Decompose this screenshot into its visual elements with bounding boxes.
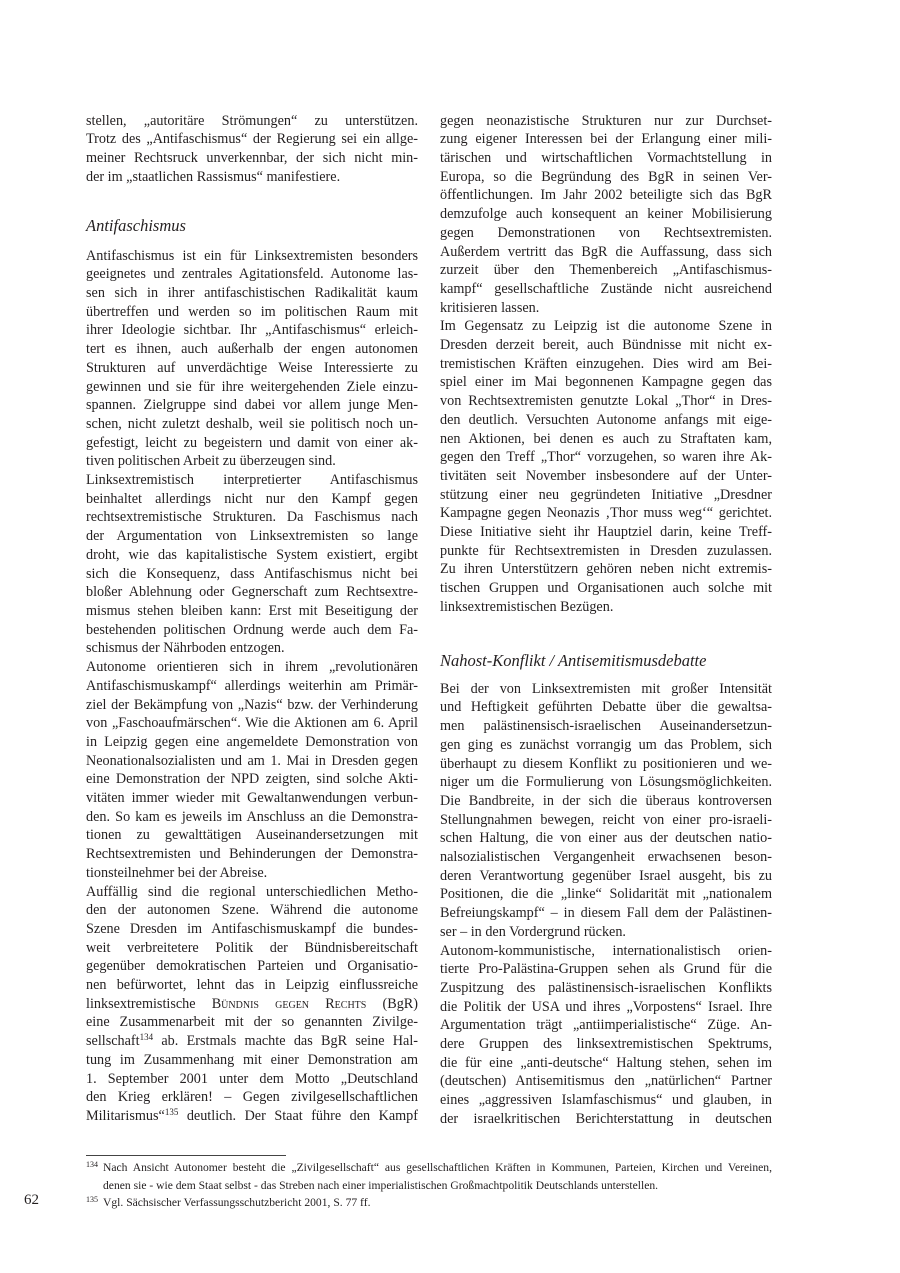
text-line: Linksextremistisch interpretierter Antifaschismus	[86, 472, 418, 489]
text-line: ihrer Ideologie sichtbar. Ihr „Antifaschismus“ erleich-	[86, 322, 418, 339]
left-column	[86, 112, 418, 1126]
footnote-separator	[86, 1155, 286, 1156]
text-line: niger um die Formulierung von Lösungsmöglichkeiten.	[440, 774, 772, 791]
text-line: spannen. Zielgruppe sind dabei vor allem junge Men-	[86, 397, 418, 414]
text-line: öffentlichungen. Im Jahr 2002 beteiligte sich das BgR	[440, 187, 772, 204]
text-line: ser – in den Vordergrund rücken.	[440, 923, 626, 940]
text-line: die für eine „anti-deutsche“ Haltung stehen, sehen im	[440, 1054, 772, 1071]
footnote-reference: 134	[139, 1032, 154, 1043]
text-line: dere Gruppen des linksextremistischen Spektrums,	[440, 1036, 772, 1053]
text-line: von „Faschoaufmärschen“. Wie die Aktionen am 6. April	[86, 715, 418, 732]
footnote-number: 134	[86, 1159, 98, 1169]
text-line: tionen zu gewalttätigen Auseinandersetzungen mit	[86, 827, 418, 844]
text-line: kritisieren lassen.	[440, 299, 540, 316]
text-line: gegen den Treff „Thor“ vorzugehen, so waren ihre Ak-	[440, 449, 772, 466]
text-line: gegenüber demokratischen Parteien und Organisatio-	[86, 958, 418, 975]
text-line: Dresden derzeit bereit, auch Bündnisse mit nicht ex-	[440, 337, 772, 354]
text-line: Szene Dresden im Antifaschismuskampf die bundes-	[86, 920, 418, 937]
paragraph	[86, 658, 418, 882]
page-number: 62	[24, 1192, 39, 1208]
text-line: der israelkritischen Berichterstattung in deutschen	[440, 1110, 772, 1127]
text-line: kampf“ gesellschaftliche Zustände nicht ausreichend	[440, 280, 772, 297]
text-line: nen Aktionen, bei denen es auch zu Straftaten kam,	[440, 430, 772, 447]
text-line: Befreiungskampf“ – in diesem Fall dem der Palästinen-	[440, 905, 772, 922]
text-line: Die Bandbreite, in der sich die überaus kontroversen	[440, 792, 772, 809]
text-line: rechtsextremistische Strukturen. Da Faschismus nach	[86, 509, 418, 526]
footnote-number: 135	[86, 1194, 98, 1204]
paragraph	[86, 883, 418, 1126]
text-line: und Heftigkeit geführten Debatte über die gewaltsa-	[440, 699, 772, 716]
text-line: tiven politischen Arbeit zu überzeugen sind.	[86, 453, 336, 470]
text-line: vitäten immer wieder mit Gewaltanwendungen verbun-	[86, 790, 418, 807]
text-line: den Krieg erklären! – Gegen zivilgesellschaftlichen	[86, 1089, 418, 1106]
text-line: tremistischen Kräften einzugehen. Dies wird am Bei-	[440, 355, 772, 372]
section-heading: Nahost-Konflikt / Antisemitismusdebatte	[440, 651, 707, 671]
text-line: 1. September 2001 unter dem Motto „Deutschland	[86, 1070, 418, 1087]
footnote	[86, 1194, 772, 1212]
organization-name: Bündnis gegen Rechts	[211, 995, 367, 1012]
text-line	[86, 1107, 418, 1126]
text-line: eines „aggressiven Islamfaschismus“ und glauben, in	[440, 1092, 772, 1109]
text-line: der im „staatlichen Rassismus“ manifestiere.	[86, 168, 341, 185]
text-line: Antifaschismuskampf“ allerdings weiterhin am Primär-	[86, 677, 418, 694]
footnote-reference: 135	[164, 1107, 179, 1118]
text-line: tert es ihnen, auch außerhalb der engen autonomen	[86, 341, 418, 358]
text-line: sich die Konsequenz, dass Antifaschismus nicht bei	[86, 565, 418, 582]
paragraph	[86, 112, 418, 187]
text-line: Kampagne gegen Neonazis ‚Thor muss weg‘“ gerichtet.	[440, 505, 772, 522]
text-line: gegen neonazistische Strukturen nur zur Durchset-	[440, 112, 772, 129]
text-line: Stellungnahmen bewegen, reicht von einer pro-israeli-	[440, 811, 772, 828]
footnote-text-line: denen sie - wie dem Staat selbst - das Streben nach einer imperialistischen Großmachtpolitik Deutschlands unterstellen.	[103, 1178, 659, 1192]
text-line: men palästinensisch-israelischen Auseinandersetzun-	[440, 718, 772, 735]
text-line: schismus der Nährboden entzogen.	[86, 640, 285, 657]
text-line: droht, wie das kapitalistische System existiert, ergibt	[86, 546, 418, 563]
right-column	[440, 112, 772, 1129]
text-line: den deutlich. Versuchten Autonome anfangs mit eige-	[440, 411, 772, 428]
text-line: stellen, „autoritäre Strömungen“ zu unterstützen.	[86, 112, 418, 129]
text-line: Zuspitzung des palästinensisch-israelischen Konflikts	[440, 979, 772, 996]
text-line: tierte Pro-Palästina-Gruppen sehen als Grund für die	[440, 961, 772, 978]
text-line: Autonome orientieren sich in ihrem „revolutionären	[86, 659, 418, 676]
text-line: nalsozialistischen Vergangenheit erwachsenen beson-	[440, 849, 772, 866]
footnote	[86, 1159, 772, 1194]
section-heading: Antifaschismus	[86, 216, 186, 235]
text-span: (BgR)	[366, 995, 418, 1012]
text-line: Im Gegensatz zu Leipzig ist die autonome Szene in	[440, 318, 772, 335]
text-line: geeignetes und zentrales Agitationsfeld. Autonome las-	[86, 266, 418, 283]
text-line: gefestigt, leicht zu begeistern und damit von einer ak-	[86, 434, 418, 451]
text-line: (deutschen) Antisemitismus den „natürlichen“ Partner	[440, 1073, 772, 1090]
footnote-text-line: Vgl. Sächsischer Verfassungsschutzbericht 2001, S. 77 ff.	[103, 1196, 371, 1210]
text-line: schen Haltung, die von einer aus der deutschen natio-	[440, 830, 772, 847]
text-line: gen ging es zunächst vorrangig um das Problem, sich	[440, 736, 772, 753]
text-line: stützung einer neu gegründeten Initiative „Dresdner	[440, 486, 772, 503]
text-line: Argumentation trägt „antiimperialistische“ Züge. An-	[440, 1017, 772, 1034]
text-line: tionsteilnehmer bei der Abreise.	[86, 864, 268, 881]
paragraph	[440, 317, 772, 616]
text-line: den der autonomen Szene. Während die autonome	[86, 902, 418, 919]
text-line: Zu ihren Unterstützern gehören neben nicht extremis-	[440, 561, 772, 578]
text-line: ziel der Bekämpfung von „Nazis“ bzw. der Verhinderung	[86, 696, 418, 713]
text-line: linksextremistischen Bezügen.	[440, 598, 614, 615]
text-span: sellschaft	[86, 1033, 140, 1050]
text-line: spiel einer im Mai begonnenen Kampagne gegen das	[440, 374, 772, 391]
footnote-text-line: Nach Ansicht Autonomer besteht die „Zivilgesellschaft“ aus gesellschaftlichen Kräften in Kommunen, Parteien, Kirchen und Vereinen,	[103, 1161, 772, 1175]
text-line: beinhaltet allerdings nicht nur den Kampf gegen	[86, 490, 418, 507]
text-span: deutlich. Der Staat führe den Kampf	[178, 1107, 418, 1124]
text-line: der Argumentation von Linksextremisten so lange	[86, 528, 418, 545]
paragraph	[440, 942, 772, 1129]
text-line: bestehenden politischen Ordnung werde auch dem Fa-	[86, 621, 418, 638]
text-line: Positionen, die die „linke“ Solidarität mit „nationalem	[440, 886, 772, 903]
text-line: Außerdem vertritt das BgR die Auffassung, dass sich	[440, 243, 772, 260]
text-line: zung eigener Interessen bei der Erlangung einer mili-	[440, 131, 772, 148]
text-line: mismus stehen bleiben kann: Erst mit Beseitigung der	[86, 603, 418, 619]
text-line: Auffällig sind die regional unterschiedlichen Metho-	[86, 883, 418, 900]
text-line: Strukturen auf unverdächtige Weise Interessierte zu	[86, 359, 418, 376]
paragraph	[86, 471, 418, 658]
text-line	[86, 995, 418, 1014]
text-span: ab. Erstmals machte das BgR seine Hal-	[153, 1033, 418, 1050]
text-line: Trotz des „Antifaschismus“ der Regierung sei ein allge-	[86, 131, 418, 148]
text-line: tivitäten seit November insbesondere auf der Unter-	[440, 467, 772, 484]
text-line: von Rechtsextremisten genutzte Lokal „Thor“ in Dres-	[440, 393, 772, 410]
text-line: schen, nicht zuletzt deshalb, weil sie politisch noch un-	[86, 415, 418, 432]
text-line: eine Zusammenarbeit mit der so genannten Zivilge-	[86, 1014, 418, 1031]
text-line: meiner Rechtsruck unverkennbar, der sich nicht min-	[86, 150, 418, 166]
text-line: Neonationalsozialisten und am 1. Mai in Dresden gegen	[86, 752, 418, 769]
footnotes	[86, 1159, 772, 1212]
text-line: eine Demonstration der NPD zeigten, sind solche Akti-	[86, 771, 418, 788]
text-line: Antifaschismus ist ein für Linksextremisten besonders	[86, 247, 418, 264]
text-line: gegen Demonstrationen von Rechtsextremisten.	[440, 224, 772, 241]
text-line: gewinnen und sie für ihre weitergehenden Ziele einzu-	[86, 378, 418, 395]
text-line: nen befürwortet, lehnt das in Leipzig einflussreiche	[86, 977, 418, 994]
paragraph	[86, 247, 418, 471]
text-line: punkte für Rechtsextremisten in Dresden zuzulassen.	[440, 542, 772, 559]
text-line: demzufolge auch konsequent an keiner Mobilisierung	[440, 206, 772, 223]
text-line: übertreffen und werden so im politischen Raum mit	[86, 303, 418, 320]
text-line: tärischen und wirtschaftlichen Vormachtstellung in	[440, 150, 772, 166]
text-line	[86, 1032, 418, 1051]
text-line: tischen Gruppen und Organisationen auch solche mit	[440, 580, 772, 597]
text-line: weit verbreitetere Politik der Bündnisbereitschaft	[86, 939, 418, 956]
text-line: tung im Zusammenhang mit einer Demonstration am	[86, 1051, 418, 1068]
text-span: Militarismus“	[86, 1107, 165, 1124]
paragraph	[440, 680, 772, 942]
text-line: Autonom-kommunistische, internationalistisch orien-	[440, 942, 772, 959]
text-line: sen sich in ihrer antifaschistischen Radikalität kaum	[86, 285, 418, 302]
text-line: Bei der von Linksextremisten mit großer Intensität	[440, 680, 772, 697]
text-line: bloßer Ablehnung oder Gegnerschaft zum Rechtsextre-	[86, 584, 418, 601]
paragraph	[440, 112, 772, 318]
text-line: deren Verantwortung gegenüber Israel ausgeht, bis zu	[440, 867, 772, 884]
text-line: den. So kam es jeweils im Anschluss an die Demonstra-	[86, 808, 418, 825]
text-line: Europa, so die Begründung des BgR in seinen Ver-	[440, 168, 772, 185]
text-line: die Politik der USA und ihres „Vorpostens“ Israel. Ihre	[440, 998, 772, 1015]
text-line: Diese Initiative sieht ihr Hauptziel darin, keine Treff-	[440, 524, 772, 541]
text-line: Rechtsextremisten und Behinderungen der Demonstra-	[86, 846, 418, 863]
text-line: zurzeit über den Themenbereich „Antifaschismus-	[440, 262, 772, 279]
text-line: überhaupt zu diesem Konflikt zu positionieren und we-	[440, 755, 772, 772]
text-span: linksextremistische	[86, 995, 212, 1012]
text-line: in Leipzig gegen eine angemeldete Demonstration von	[86, 733, 418, 750]
